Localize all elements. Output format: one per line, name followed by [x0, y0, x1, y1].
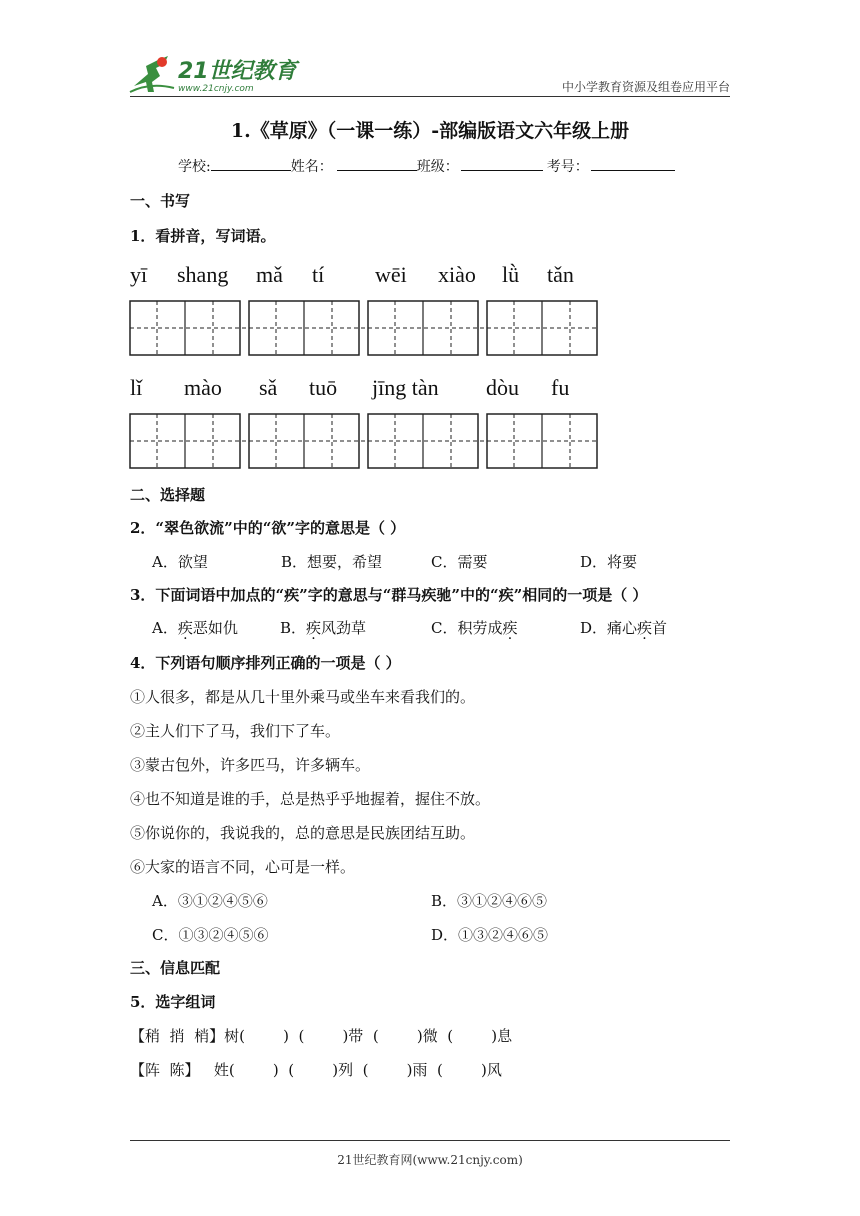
option-b[interactable]: B．③①②④⑥⑤	[431, 892, 548, 910]
question-3: 3．下面词语中加点的“疾”字的意思与“群马疾驰”中的“疾”相同的一项是（ ）	[130, 586, 648, 604]
option-d[interactable]: D．痛心疾首	[580, 619, 668, 637]
question-5: 5．选字组词	[130, 993, 216, 1011]
pinyin: mào	[184, 375, 222, 400]
pinyin: fu	[551, 375, 570, 400]
school-label: 学校:	[178, 159, 211, 175]
sentence-line: ④也不知道是谁的手，总是热乎乎地握着，握住不放。	[130, 790, 491, 808]
writing-grid-row-2[interactable]	[129, 413, 604, 471]
option-a[interactable]: A．疾恶如仇	[152, 619, 238, 637]
option-a[interactable]: A．③①②④⑤⑥	[152, 892, 268, 910]
pinyin: shang	[177, 262, 229, 287]
logo-url: www.21cnjy.com	[178, 84, 254, 94]
pinyin: tǎn	[547, 262, 574, 287]
question-4: 4．下列语句顺序排列正确的一项是（ ）	[130, 654, 401, 672]
option-c[interactable]: C．需要	[431, 553, 488, 571]
pinyin: jīng tàn	[372, 375, 439, 400]
name-label: 姓名：	[290, 159, 333, 175]
writing-grid-row-1[interactable]	[129, 300, 604, 358]
logo	[128, 48, 298, 98]
question-2: 2．“翠色欲流”中的“欲”字的意思是（ ）	[130, 519, 406, 537]
pinyin: yī	[130, 262, 148, 287]
option-a[interactable]: A．欲望	[152, 553, 208, 571]
section-heading: 三、信息匹配	[130, 959, 221, 977]
pinyin: wēi	[375, 262, 407, 287]
pinyin: tuō	[309, 375, 338, 400]
option-d[interactable]: D．将要	[580, 553, 638, 571]
word-choice-line[interactable]: 【稍 捎 梢】树( ) ( )带 ( )微 ( )息	[130, 1027, 513, 1045]
sentence-line: ①人很多，都是从几十里外乘马或坐车来看我们的。	[130, 688, 476, 706]
school-blank[interactable]	[211, 156, 291, 171]
footer-text: 21世纪教育网(www.21cnjy.com)	[337, 1153, 523, 1167]
class-label: 班级：	[416, 159, 459, 175]
option-b[interactable]: B．想要，希望	[281, 553, 383, 571]
logo-text: 21世纪教育	[178, 59, 297, 84]
section-heading: 一、书写	[130, 192, 191, 210]
option-c[interactable]: C．①③②④⑤⑥	[152, 926, 269, 944]
option-c[interactable]: C．积劳成疾	[431, 619, 518, 637]
pinyin: dòu	[486, 375, 519, 400]
pinyin: tí	[312, 262, 325, 287]
runner-logo-icon	[128, 52, 176, 94]
option-b[interactable]: B．疾风劲草	[280, 619, 367, 637]
section-heading: 二、选择题	[130, 486, 206, 504]
header-divider	[130, 96, 730, 97]
pinyin: lǐ	[130, 375, 143, 400]
platform-label: 中小学教育资源及组卷应用平台	[561, 80, 730, 94]
word-choice-line[interactable]: 【阵 陈】 姓( ) ( )列 ( )雨 ( )风	[130, 1061, 502, 1079]
sentence-line: ⑤你说你的，我说我的，总的意思是民族团结互助。	[130, 824, 476, 842]
pinyin: lǜ	[502, 262, 520, 287]
pinyin: mǎ	[256, 262, 283, 287]
page-title: 1.《草原》（一课一练）-部编版语文六年级上册	[230, 120, 630, 142]
name-blank[interactable]	[337, 156, 417, 171]
footer-divider	[130, 1140, 730, 1141]
class-blank[interactable]	[461, 156, 543, 171]
sentence-line: ③蒙古包外，许多匹马，许多辆车。	[130, 756, 371, 774]
exam-no-label: 考号：	[546, 159, 589, 175]
question-1: 1．看拼音，写词语。	[130, 227, 276, 245]
sentence-line: ②主人们下了马，我们下了车。	[130, 722, 341, 740]
pinyin: xiào	[438, 262, 476, 287]
student-info-line	[178, 156, 675, 176]
pinyin: sǎ	[259, 375, 278, 400]
exam-no-blank[interactable]	[591, 156, 675, 171]
sentence-line: ⑥大家的语言不同，心可是一样。	[130, 858, 356, 876]
option-d[interactable]: D．①③②④⑥⑤	[431, 926, 549, 944]
